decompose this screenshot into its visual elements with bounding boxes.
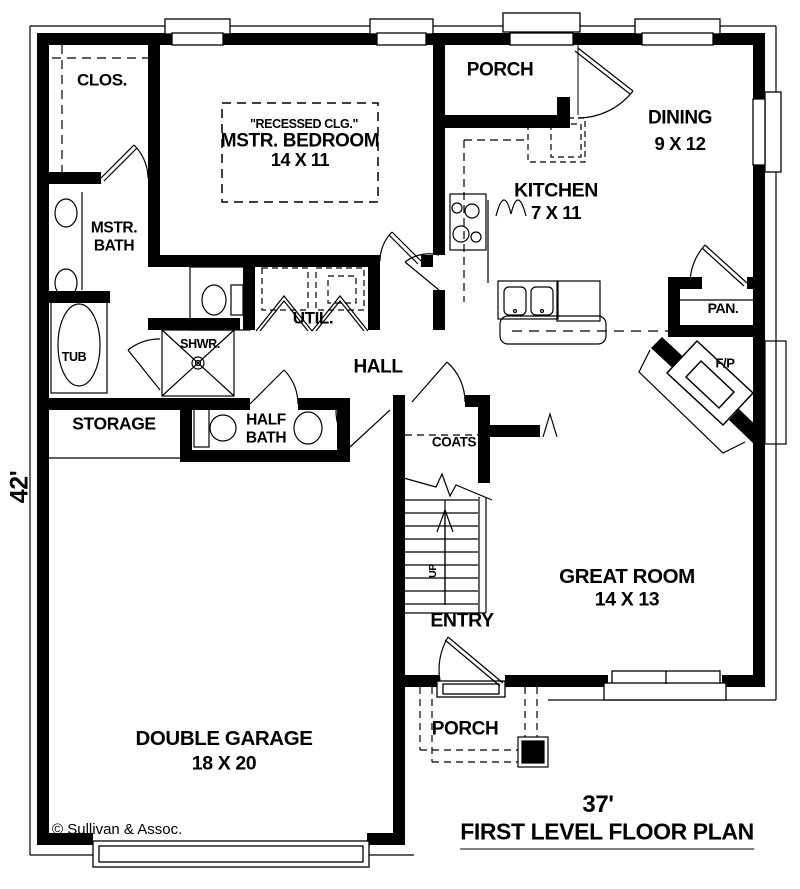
wall-porch-bottom [433, 115, 570, 128]
closet-rod-shelf [52, 45, 148, 172]
width-dimension: 37' [582, 791, 614, 818]
porch-dining-door [575, 45, 633, 118]
bathtub [51, 297, 107, 393]
closet-door [101, 145, 148, 181]
entry-door-sill [437, 681, 505, 697]
room-label-coats: COATS [431, 434, 477, 450]
room-label-entry: ENTRY [430, 609, 494, 632]
wall-pantry-top-b [747, 277, 765, 289]
fireplace [639, 341, 753, 453]
cased-opening-mark [543, 414, 557, 437]
stove [450, 194, 488, 283]
fixture-label-shower: SHWR. [180, 336, 220, 351]
wall-shower-top [148, 318, 240, 330]
wall-kitchen-left-stub [433, 290, 445, 330]
room-dims-great-room: 14 X 13 [594, 588, 660, 611]
bath-door [128, 339, 160, 390]
kitchen-sink [498, 281, 558, 319]
room-label-porch-bottom: PORCH [431, 718, 499, 740]
wall-hall-south [298, 398, 350, 410]
plan-title: FIRST LEVEL FLOOR PLAN [460, 821, 754, 850]
wall-coats-right [478, 395, 490, 483]
garage-door [93, 841, 369, 867]
wall-porch-right-stub [557, 97, 570, 128]
coats-door [412, 362, 465, 402]
window [753, 92, 781, 172]
wall-entry-stub [490, 425, 540, 437]
room-label-pantry: PAN. [707, 300, 739, 316]
room-label-half-bath-1: HALF [246, 411, 286, 429]
wall-greatroom-bottom-c [722, 675, 765, 687]
room-label-half-bath-2: BATH [245, 429, 287, 447]
room-label-master-bath-2: BATH [93, 237, 135, 255]
wall-greatroom-bottom-a [405, 675, 440, 687]
room-label-dining: DINING [647, 107, 713, 129]
fixture-label-tub: TUB [61, 349, 87, 364]
kitchen-counter-dashed [464, 140, 528, 302]
wall-utility-left [243, 267, 255, 330]
bath-vanity [55, 192, 82, 297]
wall-bedroom-right [433, 45, 445, 255]
room-label-garage: DOUBLE GARAGE [135, 726, 313, 750]
room-label-closet: CLOS. [77, 70, 127, 90]
window [604, 671, 726, 700]
room-dims-garage: 18 X 20 [191, 752, 257, 775]
porch-post [518, 737, 548, 767]
window [635, 19, 720, 45]
wall-closet-right [148, 45, 160, 172]
room-label-kitchen: KITCHEN [514, 179, 598, 202]
room-dims-master-bedroom: 14 X 11 [270, 150, 330, 170]
window [370, 19, 433, 45]
wall-halfbath-bottom [180, 450, 350, 462]
room-label-porch-top: PORCH [466, 59, 534, 81]
room-label-master-bedroom: MSTR. BEDROOM [220, 130, 380, 152]
height-dimension: 42' [5, 470, 34, 504]
fixture-label-fireplace: F/P [715, 355, 735, 371]
entry-door [439, 637, 503, 686]
room-label-hall: HALL [353, 356, 403, 378]
room-label-master-bath-1: MSTR. [90, 219, 138, 237]
halfbath-door [250, 370, 298, 404]
room-label-great-room: GREAT ROOM [559, 564, 695, 588]
ceiling-note: "RECESSED CLG." [250, 116, 358, 131]
copyright-note: © Sullivan & Assoc. [52, 821, 183, 838]
wall-storage-top [49, 398, 250, 410]
room-dims-kitchen: 7 X 11 [530, 201, 582, 223]
window [503, 13, 580, 45]
window [165, 19, 230, 45]
stairs [400, 474, 492, 613]
cased-opening-mark [496, 200, 526, 216]
wall-bath-divider [148, 172, 160, 267]
wall-utility-right [368, 267, 380, 330]
room-dims-dining: 9 X 12 [654, 132, 706, 154]
wall-closet-bottom [49, 172, 101, 184]
wall-left [37, 33, 49, 845]
wall-bedroom-bottom-stub [421, 255, 433, 267]
room-label-storage: STORAGE [72, 413, 156, 434]
wall-pantry-bottom [668, 325, 765, 337]
room-label-utility: UTIL. [292, 308, 334, 328]
bedroom-door [380, 232, 421, 264]
walls [37, 33, 765, 845]
stairs-up-label: UP [426, 564, 439, 578]
wall-garage-right [393, 395, 405, 845]
wall-greatroom-bottom-b [505, 675, 608, 687]
wall-bedroom-bottom [148, 255, 380, 267]
